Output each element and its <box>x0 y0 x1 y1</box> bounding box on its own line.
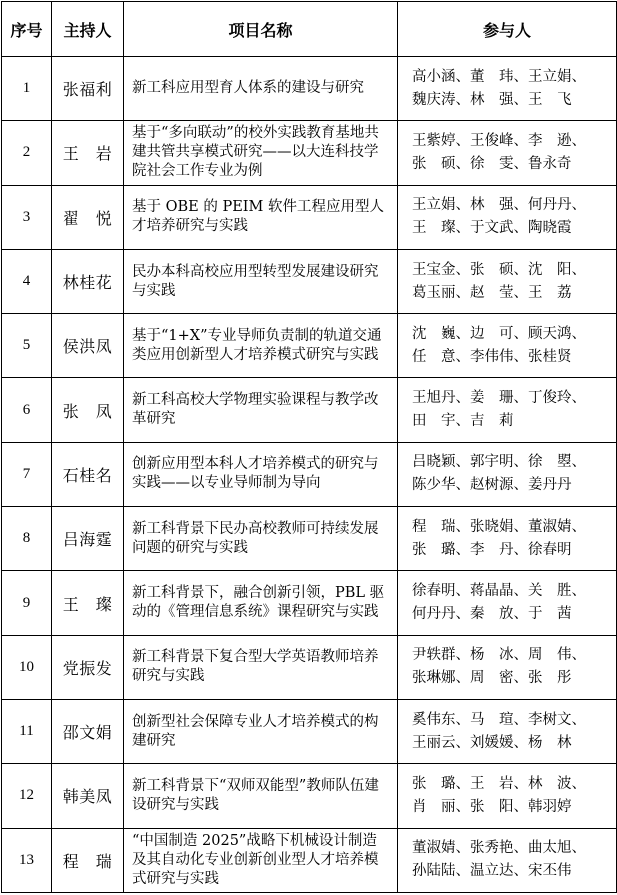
participants <box>398 57 617 121</box>
participants-line: 高小涵、董 玮、王立娟、 <box>412 68 586 85</box>
participants-line: 肖 丽、张 阳、韩羽婷 <box>412 798 572 815</box>
project-name: 创新型社会保障专业人才培养模式的构建研究 <box>124 699 398 763</box>
table-row <box>2 507 617 571</box>
header-host: 主持人 <box>52 2 124 57</box>
participants <box>398 185 617 249</box>
project-name: 民办本科高校应用型转型发展建设研究与实践 <box>124 249 398 313</box>
header-no: 序号 <box>2 2 52 57</box>
row-number: 3 <box>2 185 52 249</box>
host-name: 侯洪凤 <box>52 314 124 378</box>
table-row <box>2 442 617 506</box>
host-name: 邵文娟 <box>52 699 124 763</box>
row-number: 9 <box>2 571 52 635</box>
participants-line: 徐春明、蒋晶晶、关 胜、 <box>412 583 586 600</box>
project-name: 新工科背景下，融合创新引领，PBL 驱动的《管理信息系统》课程研究与实践 <box>124 571 398 635</box>
header-row <box>2 2 617 57</box>
host-name: 韩美凤 <box>52 764 124 828</box>
project-name: 新工科应用型育人体系的建设与研究 <box>124 57 398 121</box>
participants-line: 张 璐、王 岩、林 波、 <box>412 775 586 792</box>
participants-line: 张 璐、李 丹、徐春明 <box>412 541 572 558</box>
host-name: 吕海霆 <box>52 507 124 571</box>
host-name: 石桂名 <box>52 442 124 506</box>
participants-line: 何丹丹、秦 放、于 茜 <box>412 606 572 623</box>
host-name: 程 瑞 <box>52 828 124 892</box>
participants-line: 张 硕、徐 雯、鲁永奇 <box>412 155 572 172</box>
participants <box>398 314 617 378</box>
row-number: 12 <box>2 764 52 828</box>
table-row <box>2 185 617 249</box>
participants-line: 吕晓颖、郭宇明、徐 曌、 <box>412 454 586 471</box>
participants-line: 王 璨、于文武、陶晓霞 <box>412 220 572 237</box>
table-row <box>2 571 617 635</box>
participants-line: 奚伟东、马 瑄、李树文、 <box>412 711 586 728</box>
project-name: 基于“1+X”专业导师负责制的轨道交通类应用创新型人才培养模式研究与实践 <box>124 314 398 378</box>
participants-line: 董淑婧、张秀艳、曲太旭、 <box>412 840 586 857</box>
participants-line: 王宝金、张 硕、沈 阳、 <box>412 261 586 278</box>
host-name: 翟 悦 <box>52 185 124 249</box>
participants-line: 葛玉丽、赵 莹、王 荔 <box>412 284 572 301</box>
participants <box>398 121 617 185</box>
participants <box>398 828 617 892</box>
participants <box>398 571 617 635</box>
participants <box>398 635 617 699</box>
participants-line: 程 瑞、张晓娟、董淑婧、 <box>412 518 586 535</box>
project-name: 新工科背景下“双师双能型”教师队伍建设研究与实践 <box>124 764 398 828</box>
row-number: 13 <box>2 828 52 892</box>
row-number: 4 <box>2 249 52 313</box>
table-body <box>2 57 617 893</box>
project-name: “中国制造 2025”战略下机械设计制造及其自动化专业创新创业型人才培养模式研究与实践 <box>124 828 398 892</box>
project-name: 基于 OBE 的 PEIM 软件工程应用型人才培养研究与实践 <box>124 185 398 249</box>
participants-line: 王紫婷、王俊峰、李 逊、 <box>412 132 586 149</box>
participants-line: 张琳娜、周 密、张 彤 <box>412 670 572 687</box>
host-name: 王 璨 <box>52 571 124 635</box>
row-number: 2 <box>2 121 52 185</box>
participants-line: 陈少华、赵树源、姜丹丹 <box>412 477 572 494</box>
participants <box>398 699 617 763</box>
header-project: 项目名称 <box>124 2 398 57</box>
table-row <box>2 249 617 313</box>
project-name: 新工科高校大学物理实验课程与教学改革研究 <box>124 378 398 442</box>
row-number: 11 <box>2 699 52 763</box>
participants-line: 尹轶群、杨 冰、周 伟、 <box>412 647 586 664</box>
participants <box>398 249 617 313</box>
host-name: 张福利 <box>52 57 124 121</box>
table-row <box>2 764 617 828</box>
row-number: 7 <box>2 442 52 506</box>
row-number: 1 <box>2 57 52 121</box>
participants-line: 王立娟、林 强、何丹丹、 <box>412 197 586 214</box>
project-name: 新工科背景下民办高校教师可持续发展问题的研究与实践 <box>124 507 398 571</box>
participants <box>398 442 617 506</box>
participants-line: 田 宇、吉 莉 <box>412 413 514 430</box>
participants-line: 王旭丹、姜 珊、丁俊玲、 <box>412 390 586 407</box>
project-name: 新工科背景下复合型大学英语教师培养研究与实践 <box>124 635 398 699</box>
participants-line: 任 意、李伟伟、张桂贤 <box>412 348 572 365</box>
host-name: 党振发 <box>52 635 124 699</box>
participants-line: 孙陆陆、温立达、宋丕伟 <box>412 863 572 880</box>
row-number: 6 <box>2 378 52 442</box>
participants <box>398 507 617 571</box>
participants-line: 王丽云、刘媛媛、杨 林 <box>412 734 572 751</box>
project-name: 创新应用型本科人才培养模式的研究与实践——以专业导师制为导向 <box>124 442 398 506</box>
table-row <box>2 635 617 699</box>
participants <box>398 764 617 828</box>
row-number: 8 <box>2 507 52 571</box>
table-row <box>2 378 617 442</box>
table-row <box>2 314 617 378</box>
host-name: 林桂花 <box>52 249 124 313</box>
header-participants: 参与人 <box>398 2 617 57</box>
participants-line: 沈 巍、边 可、顾天鸿、 <box>412 325 586 342</box>
row-number: 10 <box>2 635 52 699</box>
participants-line: 魏庆涛、林 强、王 飞 <box>412 91 572 108</box>
project-name: 基于“多向联动”的校外实践教育基地共建共管共享模式研究——以大连科技学院社会工作专业为例 <box>124 121 398 185</box>
table-row <box>2 699 617 763</box>
table-row <box>2 121 617 185</box>
project-table <box>1 1 617 893</box>
participants <box>398 378 617 442</box>
host-name: 张 凤 <box>52 378 124 442</box>
table-row <box>2 57 617 121</box>
row-number: 5 <box>2 314 52 378</box>
host-name: 王 岩 <box>52 121 124 185</box>
table-row <box>2 828 617 892</box>
